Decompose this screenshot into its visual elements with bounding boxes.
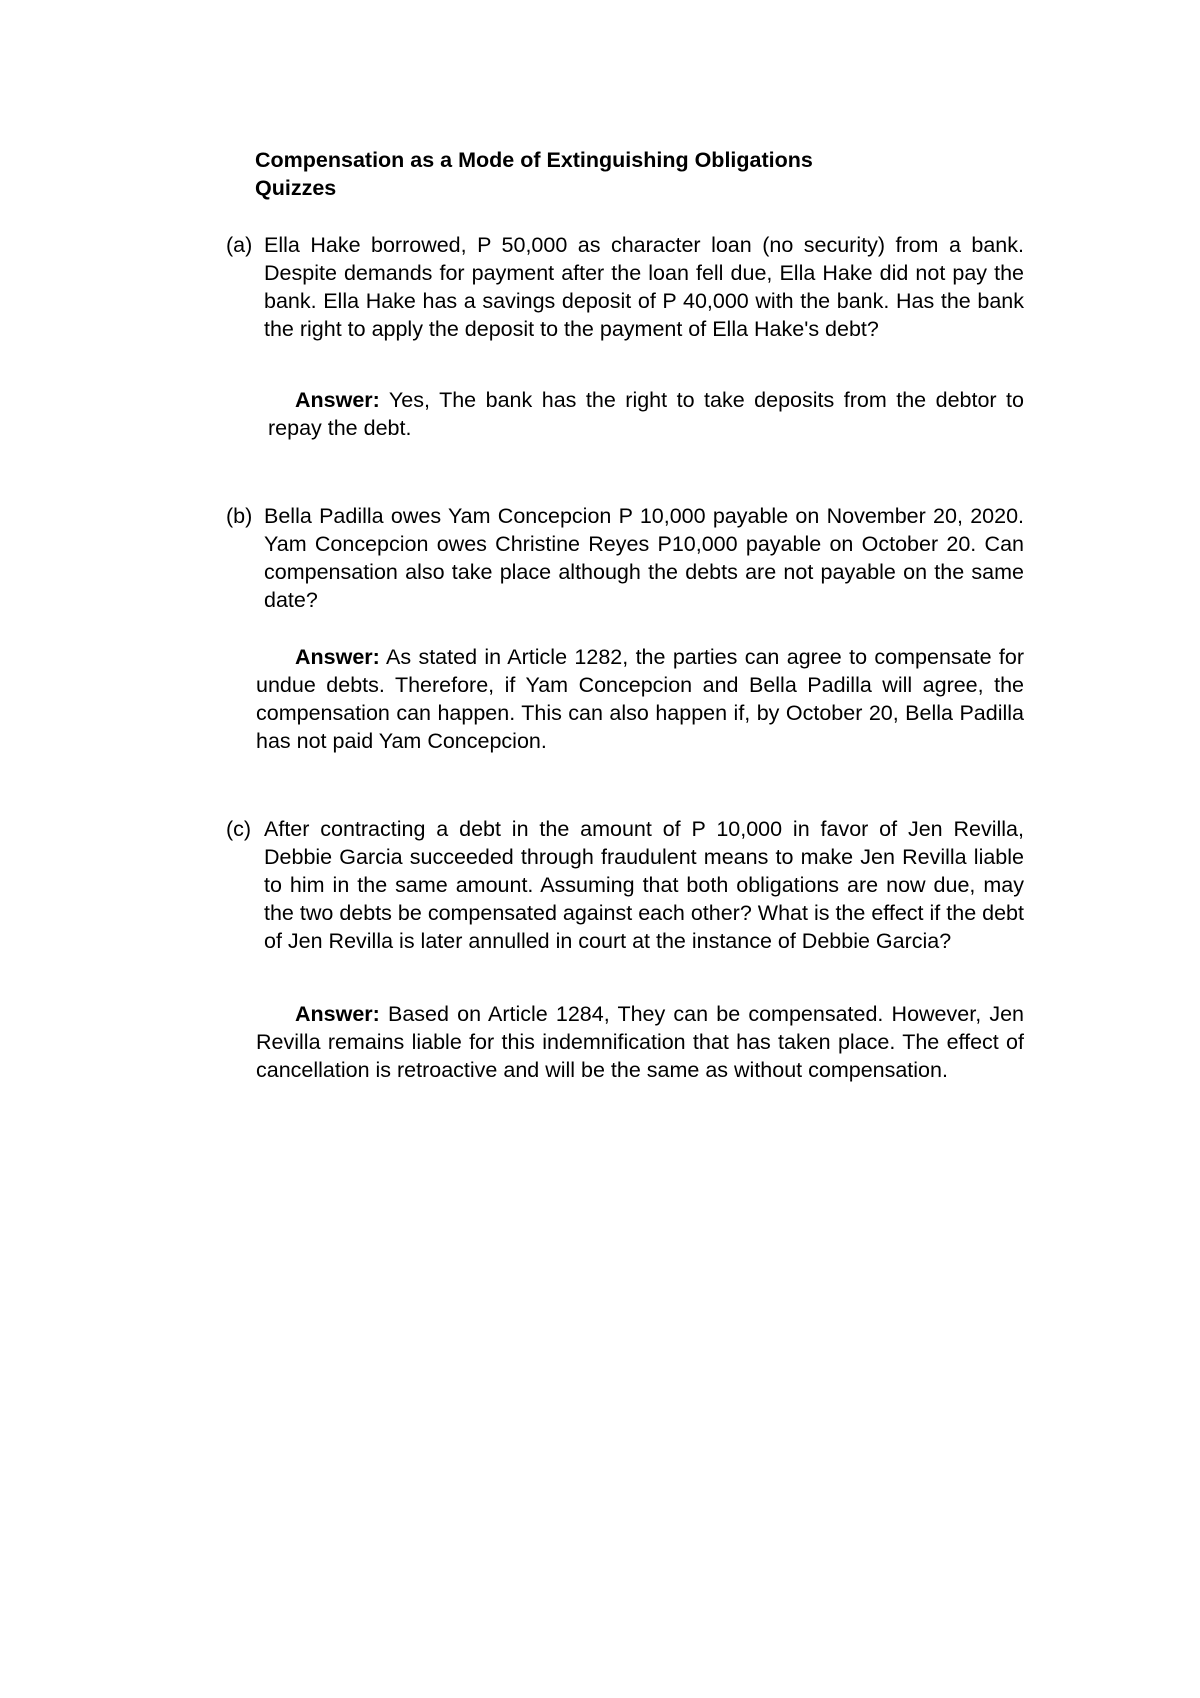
answer-text: As stated in Article 1282, the parties can agree to compensate for undue debts. Therefore, if Yam Concepcion and Bella Padilla will agree, the compensation can happen. This can also happen if, by October 20, Bella Padilla has not paid Yam Concepcion.: [256, 645, 1024, 753]
question-c: [226, 815, 1024, 955]
answer-text: Based on Article 1284, They can be compensated. However, Jen Revilla remains liable for this indemnification that has taken place. The effect of cancellation is retroactive and will be the same as without compensation.: [256, 1002, 1024, 1082]
document-title: [255, 146, 813, 202]
question-label: (b): [226, 504, 253, 528]
title-line-2: Quizzes: [255, 176, 337, 200]
question-label: (c): [226, 817, 252, 841]
question-text: After contracting a debt in the amount of P 10,000 in favor of Jen Revilla, Debbie Garcia succeeded through fraudulent means to make Jen Revilla liable to him in the same amount. Assuming that both obligations are now due, may the two debts be compensated against each other? What is the effect if the debt of Jen Revilla is later annulled in court at the instance of Debbie Garcia?: [264, 817, 1024, 953]
question-label: (a): [226, 233, 253, 257]
question-text: Ella Hake borrowed, P 50,000 as character loan (no security) from a bank. Despite demands for payment after the loan fell due, Ella Hake did not pay the bank. Ella Hake has a savings deposit of P 40,000 with the bank. Has the bank the right to apply the deposit to the payment of Ella Hake's debt?: [264, 233, 1024, 341]
question-b: [226, 502, 1024, 614]
question-text: Bella Padilla owes Yam Concepcion P 10,000 payable on November 20, 2020. Yam Concepcion owes Christine Reyes P10,000 payable on October 20. Can compensation also take place although the debts are not payable on the same date?: [264, 504, 1024, 612]
answer-label: Answer:: [295, 1002, 380, 1026]
answer-text: Yes, The bank has the right to take deposits from the debtor to repay the debt.: [268, 388, 1024, 440]
answer-c: [256, 1000, 1024, 1084]
question-a: [226, 231, 1024, 343]
answer-label: Answer:: [295, 645, 380, 669]
title-line-1: Compensation as a Mode of Extinguishing Obligations: [255, 148, 813, 172]
answer-a: [268, 386, 1024, 442]
answer-b: [256, 643, 1024, 755]
answer-label: Answer:: [295, 388, 380, 412]
